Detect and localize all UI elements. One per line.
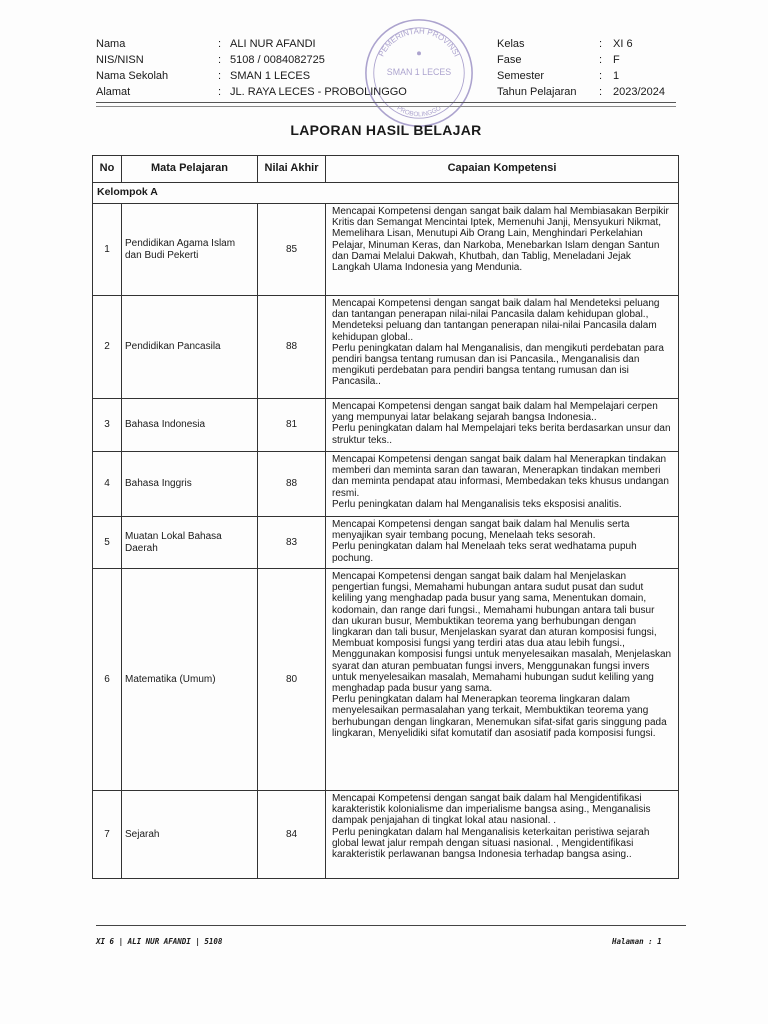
header-competency: Capaian Kompetensi xyxy=(326,156,679,183)
grades-table xyxy=(92,155,679,879)
address-separator: : xyxy=(218,86,222,98)
row-subject: Bahasa Inggris xyxy=(122,452,258,517)
header-subject: Mata Pelajaran xyxy=(122,156,258,183)
row-no: 3 xyxy=(93,399,122,452)
row-no: 5 xyxy=(93,517,122,569)
row-score: 83 xyxy=(258,517,326,569)
school-separator: : xyxy=(218,70,222,82)
tahun-separator: : xyxy=(599,86,603,98)
header-no: No xyxy=(93,156,122,183)
name-separator: : xyxy=(218,38,222,50)
nis-label: NIS/NISN xyxy=(96,54,144,66)
header-divider xyxy=(96,102,676,103)
row-competency: Mencapai Kompetensi dengan sangat baik dalam hal Menjelaskan pengertian fungsi, Memahami hubungan antara sudut pusat dan sudut keliling yang menghadap pada busur yang sama, Menentukan domain, kodomain, dan range dari fungsi., Memahami hubungan antara tali busur dan ukuran busur, Membuktikan teorema yang berhubungan dengan lingkaran dan tali busur, Menjelaskan syarat dan aturan komposisi fungsi, Membuat komposisi fungsi yang terdiri atas dua atau lebih fungsi., Menggunakan komposisi fungsi untuk menyelesaikan masalah, Menjelaskan syarat dan aturan pembuatan fungsi invers, Menggunakan fungsi invers untuk menyelesaikan masalah, Memahami hubungan sudut keliling yang menghadap pada busur yang sama. Perlu peningkatan dalam hal Menerapkan teorema lingkaran dalam menyelesaikan permasalahan yang terkait, Membuktikan teorema yang berhubungan dengan lingkaran, Menemukan sifat-sifat garis singgung pada lingkaran, Menyelidiki sifat komutatif dan asosiatif pada komposisi fungsi. xyxy=(326,569,679,791)
address-label: Alamat xyxy=(96,86,131,98)
fase-separator: : xyxy=(599,54,603,66)
table-header-row xyxy=(93,156,679,183)
footer-student-ref: XI 6 | ALI NUR AFANDI | 5108 xyxy=(96,937,223,946)
stamp-top-text: PEMERINTAH PROVINSI xyxy=(376,26,462,59)
semester-value: 1 xyxy=(613,70,620,82)
nis-value: 5108 / 0084082725 xyxy=(230,54,325,66)
row-competency: Mencapai Kompetensi dengan sangat baik dalam hal Mempelajari cerpen yang mempunyai latar belakang sejarah bangsa Indonesia.. Perlu peningkatan dalam hal Mempelajari teks berita berdasarkan unsur dan struktur teks.. xyxy=(326,399,679,452)
semester-row xyxy=(497,68,665,84)
row-score: 85 xyxy=(258,204,326,296)
address-value: JL. RAYA LECES - PROBOLINGGO xyxy=(230,86,407,98)
header-final-score: Nilai Akhir xyxy=(258,156,326,183)
kelas-separator: : xyxy=(599,38,603,50)
nis-separator: : xyxy=(218,54,222,66)
row-competency: Mencapai Kompetensi dengan sangat baik dalam hal Mendeteksi peluang dan tantangan penerapan nilai-nilai Pancasila dalam kehidupan global., Mendeteksi peluang dan tantangan penerapan nilai-nilai Pancasila dalam kehidupan global.. Perlu peningkatan dalam hal Menganalisis, dan mengikuti perdebatan para pendiri bangsa tentang rumusan dan isi Pancasila., Menganalisis dan mengikuti perdebatan para pendiri bangsa tentang rumusan dan isi Pancasila.. xyxy=(326,296,679,399)
row-score: 88 xyxy=(258,296,326,399)
header-divider-secondary xyxy=(96,106,676,107)
row-subject: Pendidikan Agama Islam dan Budi Pekerti xyxy=(122,204,258,296)
row-competency: Mencapai Kompetensi dengan sangat baik dalam hal Menulis serta menyajikan syair tembang pocung, Menelaah teks sesorah. Perlu peningkatan dalam hal Menelaah teks serat wedhatama pupuh pochung. xyxy=(326,517,679,569)
row-no: 4 xyxy=(93,452,122,517)
row-subject: Muatan Lokal Bahasa Daerah xyxy=(122,517,258,569)
table-row xyxy=(93,791,679,879)
row-no: 7 xyxy=(93,791,122,879)
row-no: 2 xyxy=(93,296,122,399)
school-label: Nama Sekolah xyxy=(96,70,169,82)
table-row xyxy=(93,204,679,296)
row-score: 84 xyxy=(258,791,326,879)
row-subject: Bahasa Indonesia xyxy=(122,399,258,452)
row-competency: Mencapai Kompetensi dengan sangat baik dalam hal Membiasakan Berpikir Kritis dan Semangat Mencintai Iptek, Memenuhi Janji, Mensyukuri Nikmat, Memelihara Lisan, Menutupi Aib Orang Lain, Menghindari Perkelahian Pelajar, Minuman Keras, dan Narkoba, Menebarkan Islam dengan Santun dan Damai Melalui Dakwah, Khutbah, dan Tablig, Meneladani Jejak Langkah Ulama Indonesia yang Mendunia. xyxy=(326,204,679,296)
school-value: SMAN 1 LECES xyxy=(230,70,311,82)
stamp-bottom-text: PROBOLINGGO xyxy=(395,104,443,119)
footer-page-number: Halaman : 1 xyxy=(612,937,662,946)
table-row xyxy=(93,452,679,517)
table-row xyxy=(93,296,679,399)
group-label: Kelompok A xyxy=(93,183,679,204)
row-score: 80 xyxy=(258,569,326,791)
row-subject: Pendidikan Pancasila xyxy=(122,296,258,399)
report-title: LAPORAN HASIL BELAJAR xyxy=(290,122,482,138)
table-row xyxy=(93,399,679,452)
tahun-row xyxy=(497,84,665,100)
row-score: 81 xyxy=(258,399,326,452)
row-no: 1 xyxy=(93,204,122,296)
row-score: 88 xyxy=(258,452,326,517)
stamp-center-text: SMAN 1 LECES xyxy=(386,66,452,77)
name-label: Nama xyxy=(96,38,126,50)
tahun-label: Tahun Pelajaran xyxy=(497,86,577,98)
school-stamp xyxy=(360,14,478,132)
name-value: ALI NUR AFANDI xyxy=(230,38,316,50)
kelas-row xyxy=(497,36,665,52)
row-competency: Mencapai Kompetensi dengan sangat baik dalam hal Mengidentifikasi karakteristik kolonialisme dan imperialisme bangsa asing., Menganalisis dampak penjajahan di tingkat lokal atau nasional. . Perlu peningkatan dalam hal Menganalisis keterkaitan peristiwa sejarah global lewat jalur rempah dengan situasi nasional. , Mengidentifikasi karakteristik perlawanan bangsa Indonesia terhadap bangsa asing.. xyxy=(326,791,679,879)
footer-divider xyxy=(96,925,686,926)
fase-value: F xyxy=(613,54,620,66)
table-row xyxy=(93,517,679,569)
class-info xyxy=(497,36,665,100)
fase-label: Fase xyxy=(497,54,522,66)
kelas-value: XI 6 xyxy=(613,38,633,50)
row-competency: Mencapai Kompetensi dengan sangat baik dalam hal Menerapkan tindakan memberi dan meminta saran dan tawaran, Menerapkan tindakan memberi dan meminta pendapat atau informasi, Membedakan teks khusus undangan resmi. Perlu peningkatan dalam hal Menganalisis teks eksposisi analitis. xyxy=(326,452,679,517)
fase-row xyxy=(497,52,665,68)
semester-separator: : xyxy=(599,70,603,82)
tahun-value: 2023/2024 xyxy=(613,86,665,98)
table-row xyxy=(93,569,679,791)
group-row xyxy=(93,183,679,204)
row-subject: Matematika (Umum) xyxy=(122,569,258,791)
kelas-label: Kelas xyxy=(497,38,525,50)
row-subject: Sejarah xyxy=(122,791,258,879)
semester-label: Semester xyxy=(497,70,545,82)
row-no: 6 xyxy=(93,569,122,791)
